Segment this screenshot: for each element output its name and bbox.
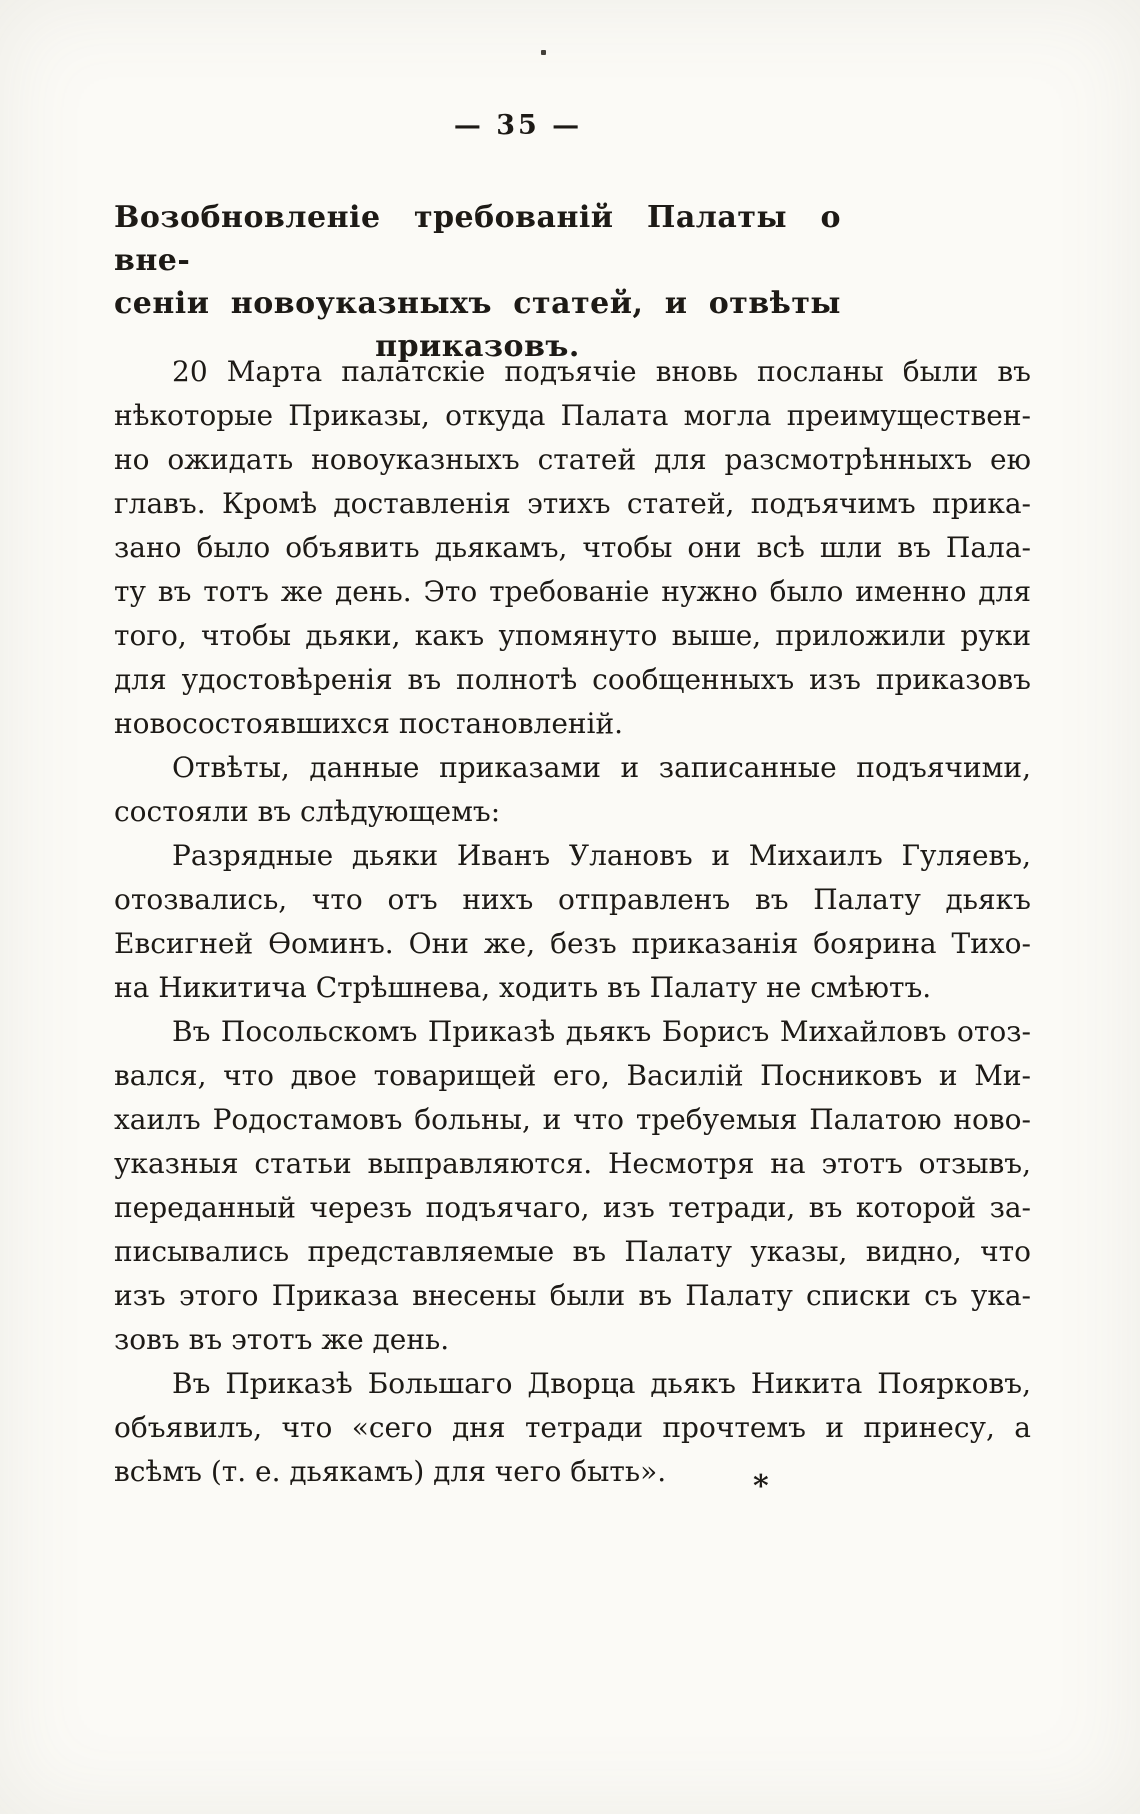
body-text-line: нѣкоторые Приказы, откуда Палата могла преимуществен- (114, 399, 1031, 432)
paragraph (114, 1362, 1031, 1494)
body-text-line: Евсигней Ѳоминъ. Они же, безъ приказанія боярина Тихо- (114, 927, 1031, 960)
body-text-line: для удостовѣренія въ полнотѣ сообщенныхъ изъ приказовъ (114, 663, 1031, 696)
heading-line: приказовъ. (375, 329, 580, 364)
body-text-line: состояли въ слѣдующемъ: (114, 795, 501, 828)
page-number: — 35 — (453, 110, 583, 141)
body-text-line: указныя статьи выправляются. Несмотря на этотъ отзывъ, (114, 1147, 1031, 1180)
body-text-line: отозвались, что отъ нихъ отправленъ въ Палату дьякъ (114, 883, 1031, 916)
heading-line: Возобновленіе требованій Палаты о вне- (114, 200, 841, 278)
paragraph (114, 834, 1031, 1010)
body-text-line: объявилъ, что «сего дня тетради прочтемъ и принесу, а (114, 1411, 1031, 1444)
body-text-line: зано было объявить дьякамъ, чтобы они всѣ шли въ Пала- (114, 531, 1031, 564)
body-text-line: Разрядные дьяки Иванъ Улановъ и Михаилъ Гуляевъ, (172, 839, 1031, 872)
body-text-line: Отвѣты, данные приказами и записанные подъячими, (172, 751, 1031, 784)
body-text-line: хаилъ Родостамовъ больны, и что требуемыя Палатою ново- (114, 1103, 1031, 1136)
body-text-line: новосостоявшихся постановленій. (114, 707, 624, 740)
body-text-line: на Никитича Стрѣшнева, ходить въ Палату не смѣютъ. (114, 971, 932, 1004)
ink-speck (541, 50, 546, 55)
page-text-block (114, 350, 1031, 1494)
paragraph (114, 350, 1031, 746)
body-text-line: переданный черезъ подъячаго, изъ тетради, въ которой за- (114, 1191, 1031, 1224)
heading-line: сеніи новоуказныхъ статей, и отвѣты (114, 286, 841, 321)
body-text-line: изъ этого Приказа внесены были въ Палату списки съ ука- (114, 1279, 1031, 1312)
paragraph (114, 746, 1031, 834)
body-text-line: вался, что двое товарищей его, Василій Посниковъ и Ми- (114, 1059, 1031, 1092)
body-text-line: того, чтобы дьяки, какъ упомянуто выше, приложили руки (114, 619, 1031, 652)
body-text-line: зовъ въ этотъ же день. (114, 1323, 450, 1356)
section-heading (114, 196, 841, 368)
body-text-line: Въ Посольскомъ Приказѣ дьякъ Борисъ Михайловъ отоз- (172, 1015, 1031, 1048)
body-text-line: 20 Марта палатскіе подъячіе вновь посланы были въ (172, 355, 1031, 388)
body-text-line: Въ Приказѣ Большаго Дворца дьякъ Никита Поярковъ, (172, 1367, 1031, 1400)
footnote-asterisk: * (753, 1469, 769, 1504)
body-text-line: всѣмъ (т. е. дьякамъ) для чего быть». (114, 1455, 667, 1488)
body-text-line: главъ. Кромѣ доставленія этихъ статей, подъячимъ прика- (114, 487, 1031, 520)
body-text-line: ту въ тотъ же день. Это требованіе нужно было именно для (114, 575, 1031, 608)
body-text-line: но ожидать новоуказныхъ статей для разсмотрѣнныхъ ею (114, 443, 1031, 476)
paragraph (114, 1010, 1031, 1362)
body-text-line: писывались представляемые въ Палату указы, видно, что (114, 1235, 1031, 1268)
